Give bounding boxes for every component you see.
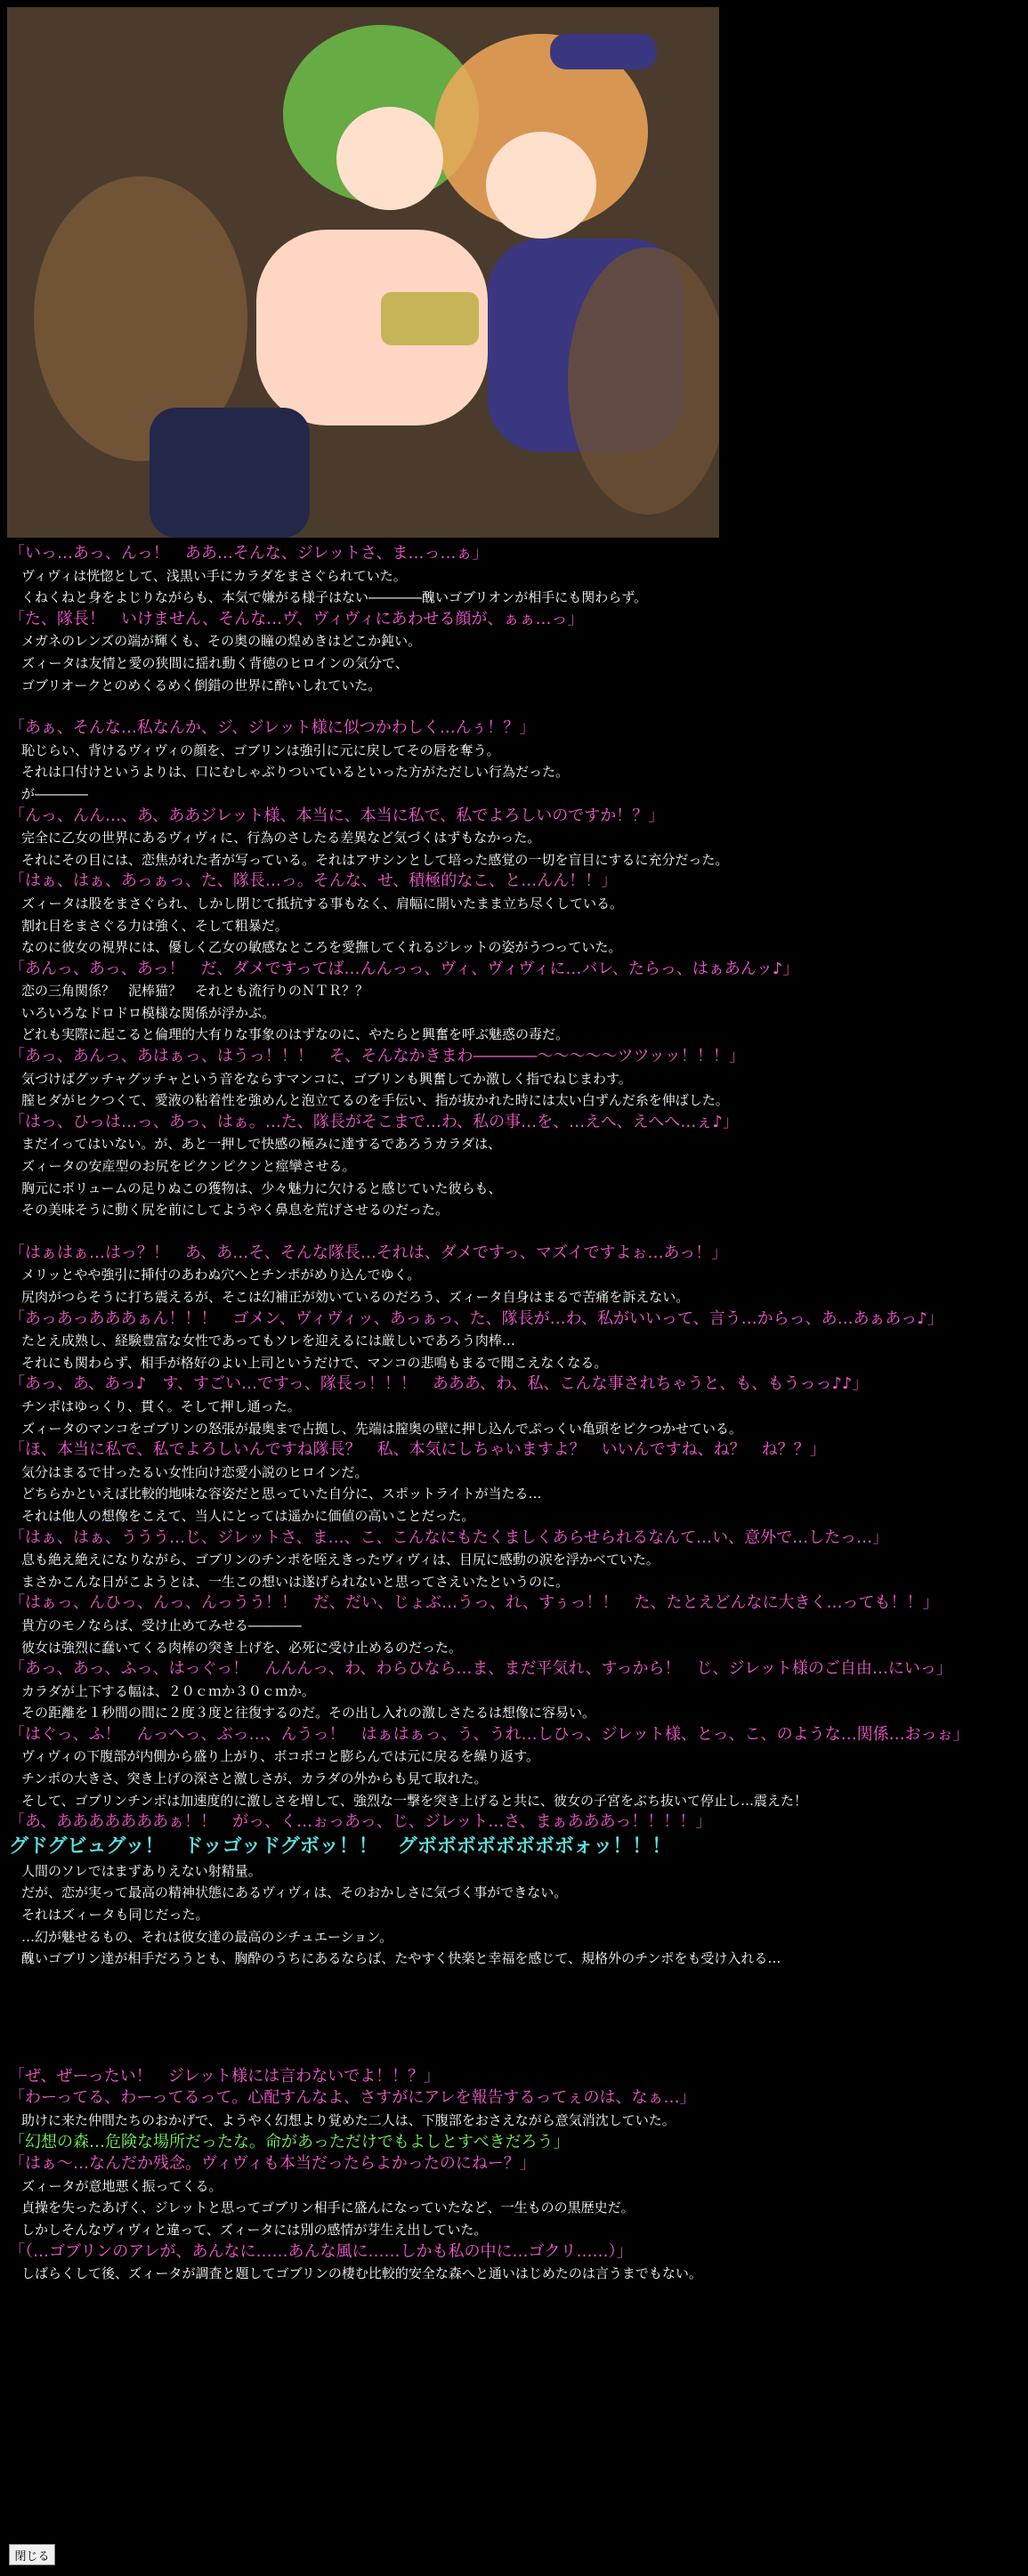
narration-line: ズィータの安産型のお尻をピクンピクンと痙攣させる。	[21, 1158, 356, 1175]
narration-line: それはズィータも同じだった。	[21, 1907, 209, 1924]
narration-line: ズィータが意地悪く振ってくる。	[21, 2177, 223, 2194]
dialogue-line: 「あ、あああああああぁ！！ がっ、く…ぉっあっ、じ、ジレット…さ、まぁあああっ！！！！」	[9, 1812, 712, 1832]
narration-line: その距離を１秒間の間に２度３度と往復するのだ。その出し入れの激しさたるは想像に容易い。	[21, 1705, 596, 1721]
dialogue-line: 「あっあっあああぁん！！！ ゴメン、ヴィヴィッ、あっぁっ、た、隊長が…わ、私がいいって、言う…からっ、あ…あぁあっ♪」	[9, 1308, 943, 1328]
dialogue-line: 「あっ、あ、あっ♪ す、すごい…ですっ、隊長っ！！！ あああ、わ、私、こんな事されちゃうと、も、もうっっ♪♪」	[9, 1374, 869, 1394]
narration-line: チンポの大きさ、突き上げの深さと激しさが、カラダの外からも見て取れた。	[21, 1770, 488, 1787]
narration-line: くねくねと身をよじりながらも、本気で嫌がる様子はない――――醜いゴブリオンが相手にも関わらず。	[21, 589, 648, 606]
dialogue-line: 「わーってる、わーってるって。心配すんなよ、さすがにアレを報告するってぇのは、なぁ…」	[9, 2088, 696, 2108]
sound-effect-line: グドグビュグッ！ ドッゴッドグボッ！！ グボボボボボボボボォッ！！！	[9, 1835, 672, 1858]
dialogue-line: 「はぁ～…なんだか残念。ヴィヴィも本当だったらよかったのにねー？」	[9, 2154, 536, 2174]
narration-line: それにその目には、恋焦がれた者が写っている。それはアサシンとして培った感覚の一切を盲目にするに充分だった。	[21, 851, 729, 868]
dialogue-line: 「あっ、あんっ、あはぁっ、はうっ！！！ そ、そんなかきまわ――――～～～～～ツツッッ！！！」	[9, 1047, 745, 1066]
narration-line: ズィータは股をまさぐられ、しかし閉じて抵抗する事もなく、肩幅に開いたまま立ち尽くしている。	[21, 895, 624, 911]
narration-line: まだイってはいない。が、あと一押しで快感の極みに達するであろうカラダは、	[21, 1136, 502, 1153]
narration-line: 助けに来た仲間たちのおかげで、ようやく幻想より覚めた二人は、下腹部をおさえながら意気消沈していた。	[21, 2112, 676, 2128]
dialogue-line: 「幻想の森…危険な場所だったな。命があっただけでもよしとすべきだろう」	[9, 2132, 570, 2151]
narration-line: ヴィヴィの下腹部が内側から盛り上がり、ボコボコと膨らんでは元に戻るを繰り返す。	[21, 1748, 540, 1765]
narration-line: それにも関わらず、相手が格好のよい上司というだけで、マンコの悲鳴もまるで聞こえなくなる。	[21, 1354, 608, 1371]
close-button[interactable]: 閉じる	[9, 2544, 55, 2565]
narration-line: 貴方のモノならば、受け止めてみせる――――	[21, 1616, 302, 1633]
dialogue-line: 「あんっ、あっ、あっ！ だ、ダメですってば…んんっっ、ヴィ、ヴィヴィに…バレ、たらっ、はぁあんッ♪」	[9, 959, 799, 978]
dialogue-line: 「はっ、ひっは…っ、あっ、はぁ。…た、隊長がそこまで…わ、私の事…を、…えへ、えへへ…ぇ♪」	[9, 1112, 739, 1131]
narration-line: 割れ目をまさぐる力は強く、そして粗暴だ。	[21, 917, 288, 934]
narration-line: 膣ヒダがヒクつくて、愛液の粘着性を強めんと泡立てるのを手伝い、指が抜かれた時には太い白ずんだ糸を伸ばした。	[21, 1092, 729, 1109]
narration-line: 彼女は強烈に蠢いてくる肉棒の突き上げを、必死に受け止めるのだった。	[21, 1639, 463, 1656]
spacer	[9, 1221, 1019, 1243]
narration-line: だが、恋が実って最高の精神状態にあるヴィヴィは、そのおかしさに気づく事ができない。	[21, 1884, 568, 1901]
narration-line: 息も絶え絶えになりながら、ゴブリンのチンポを咥えきったヴィヴィは、目尻に感動の涙を浮かべていた。	[21, 1551, 660, 1568]
dialogue-line: 「はぁはぁ…はっ？！ あ、あ…そ、そんな隊長…それは、ダメですっ、マズイですよぉ…あっ！」	[9, 1243, 728, 1262]
spacer	[9, 1970, 1019, 2066]
narration-line: どちらかといえば比較的地味な容姿だと思っていた自分に、スポットライトが当たる…	[21, 1486, 542, 1503]
narration-line: ズィータは友情と愛の狭間に揺れ動く背徳のヒロインの気分で、	[21, 654, 409, 671]
narration-line: ズィータのマンコをゴブリンの怒張が最奥まで占拠し、先端は膣奥の壁に押し込んでぷっくい亀頭をピクつかせている。	[21, 1420, 742, 1437]
dialogue-line: 「はぁっ、んひっ、んっ、んっうう！！ だ、だい、じょぶ…うっ、れ、すぅっ！！ た、たとえどんなに大きく…っても！！」	[9, 1593, 939, 1613]
dialogue-line: 「はぁ、はぁ、あっぁっ、た、隊長…っ。そんな、せ、積極的なこ、と…んん！！」	[9, 871, 618, 891]
dialogue-line: 「んっ、んん…、あ、ああジレット様、本当に、本当に私で、私でよろしいのですか！？」	[9, 806, 665, 825]
dialogue-line: 「はぐっ、ふ！ んっへっ、ぶっ…、んうっ！ はぁはぁっ、う、うれ…しひっ、ジレット様、とっ、こ、のような…関係…おっぉ」	[9, 1724, 969, 1744]
narration-line: …幻が魅せるもの、それは彼女達の最高のシチュエーション。	[21, 1928, 393, 1945]
dialogue-line: 「ぜ、ぜーったい！ ジレット様には言わないでよ！！？」	[9, 2066, 441, 2086]
dialogue-line: 「あっ、あっ、ふっ、はっぐっ！ んんんっ、わ、わらひなら…ま、まだ平気れ、すっから！ じ、ジレット様のご自由…にいっ」	[9, 1659, 952, 1679]
story-text	[9, 543, 1019, 2285]
narration-line: 気づけばグッチャグッチャという音をならすマンコに、ゴブリンも興奮してか激しく指でねじまわす。	[21, 1070, 632, 1087]
dialogue-line: 「た、隊長！ いけません、そんな…ヴ、ヴィヴィにあわせる顔が、ぁぁ…っ」	[9, 609, 584, 628]
spacer	[9, 696, 1019, 717]
narration-line: その美味そうに動く尻を前にしてようやく鼻息を荒げさせるのだった。	[21, 1202, 449, 1219]
narration-line: メリッとやや強引に挿付のあわぬ穴へとチンポがめり込んでゆく。	[21, 1267, 421, 1284]
narration-line: 尻肉がつらそうに打ち震えるが、そこは幻補正が効いているのだろう、ズィータ自身はまるで苦痛を訴えない。	[21, 1289, 690, 1305]
narration-line: メガネのレンズの端が輝くも、その奥の瞳の煌めきはどこか鈍い。	[21, 633, 422, 650]
dialogue-line: 「（…ゴブリンのアレが、あんなに……あんな風に……しかも私の中に…ゴクリ……）」	[9, 2241, 633, 2261]
narration-line: どれも実際に起こると倫理的大有りな事象のはずなのに、やたらと興奮を呼ぶ魅惑の毒だ。	[21, 1026, 570, 1043]
illustration-image	[7, 7, 719, 538]
narration-line: それは口付けというよりは、口にむしゃぶりついているといった方がただしい行為だった。	[21, 764, 570, 781]
narration-line: 気分はまるで甘ったるい女性向け恋愛小説のヒロインだ。	[21, 1463, 368, 1480]
narration-line: カラダが上下する幅は、２０ｃｍか３０ｃｍか。	[21, 1682, 315, 1699]
narration-line: ヴィヴィは恍惚として、浅黒い手にカラダをまさぐられていた。	[21, 567, 407, 584]
narration-line: いろいろなドロドロ模様な関係が浮かぶ。	[21, 1004, 276, 1021]
narration-line: しばらくして後、ズィータが調査と題してゴブリンの棲む比較的安全な森へと通いはじめたのは言うまでもない。	[21, 2265, 702, 2282]
narration-line: ゴブリオークとのめくるめく倒錯の世界に酔いしれていた。	[21, 676, 382, 693]
narration-line: なのに彼女の視界には、優しく乙女の敏感なところを愛撫してくれるジレットの姿がうつっていた。	[21, 939, 622, 956]
narration-line: まさかこんな日がこようとは、一生この想いは遂げられないと思ってさえいたというのに。	[21, 1573, 570, 1590]
narration-line: それは他人の想像をこえて、当人にとっては遥かに価値の高いことだった。	[21, 1507, 475, 1524]
dialogue-line: 「はぁ、はぁ、ううう…じ、ジレットさ、ま…、こ、こんなにもたくましくあらせられるなんて…い、意外で…したっ…」	[9, 1527, 889, 1547]
dialogue-line: 「ほ、本当に私で、私でよろしいんですね隊長？ 私、本気にしちゃいますよ？ いいんですね、ね？ ね？？」	[9, 1440, 826, 1460]
illustration-placeholder	[7, 7, 719, 538]
narration-line: そして、ゴブリンチンポは加速度的に激しさを増して、強烈な一撃を突き上げると共に、彼女の子宮をぶち抜いて停止し…震えた！	[21, 1792, 808, 1809]
narration-line: が――――	[21, 785, 89, 802]
dialogue-line: 「あぁ、そんな…私なんか、ジ、ジレット様に似つかわしく…んぅ！？」	[9, 718, 536, 738]
dialogue-line: 「いっ…あっ、んっ！ ああ…そんな、ジレットさ、ま…っ…ぁ」	[9, 544, 489, 563]
narration-line: 完全に乙女の世界にあるヴィヴィに、行為のさしたる差異など気づくはずもなかった。	[21, 830, 541, 847]
narration-line: 人間のソレではまずありえない射精量。	[21, 1862, 262, 1879]
narration-line: 貞操を失ったあげく、ジレットと思ってゴブリン相手に盛んになっていたなど、一生ものの黒歴史だ。	[21, 2199, 635, 2216]
narration-line: チンポはゆっくり、貫く。そして押し通った。	[21, 1397, 301, 1414]
narration-line: しかしそんなヴィヴィと違って、ズィータには別の感情が芽生え出していた。	[21, 2221, 488, 2238]
narration-line: 恋の三角関係？ 泥棒猫？ それとも流行りのＮＴＲ？？	[21, 983, 369, 1000]
narration-line: たとえ成熟し、経験豊富な女性であってもソレを迎えるには厳しいであろう肉棒…	[21, 1333, 515, 1349]
narration-line: 胸元にボリュームの足りぬこの獲物は、少々魅力に欠けると感じていた彼らも、	[21, 1179, 502, 1196]
narration-line: 恥じらい、背けるヴィヴィの顔を、ゴブリンは強引に元に戻してその唇を奪う。	[21, 741, 500, 758]
narration-line: 醜いゴブリン達が相手だろうとも、胸酔のうちにあるならば、たやすく快楽と幸福を感じて、規格外のチンポをも受け入れる…	[21, 1950, 781, 1967]
